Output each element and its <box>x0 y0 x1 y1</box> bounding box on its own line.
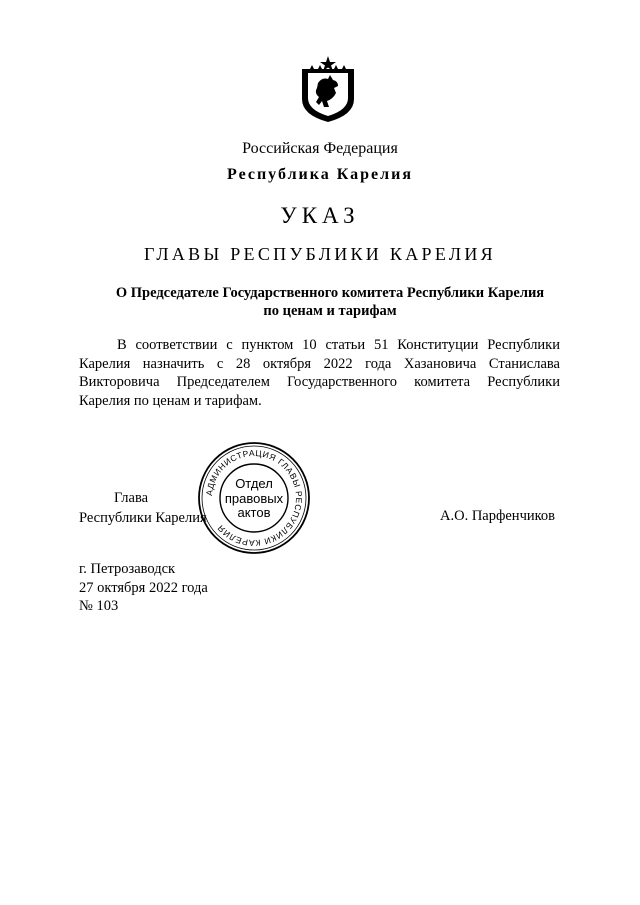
signatory-position-line2: Республики Карелия <box>79 510 207 526</box>
document-number: № 103 <box>79 598 119 614</box>
document-date: 27 октября 2022 года <box>79 579 208 596</box>
stamp-line2: правовых <box>224 491 284 506</box>
stamp-line3: актов <box>237 505 271 520</box>
document-title-line1: О Председателе Государственного комитета Республики Карелия <box>115 285 545 301</box>
stamp <box>196 440 312 556</box>
karelia-coat-of-arms-icon <box>300 55 356 123</box>
signatory-position-line1: Глава <box>114 490 149 506</box>
document-title-line2: по ценам и тарифам <box>263 303 397 319</box>
document-type: УКАЗ <box>280 203 360 228</box>
document-footer <box>79 560 208 616</box>
document-title <box>60 284 600 320</box>
stamp-ring-text-path: АДМИНИСТРАЦИЯ ГЛАВЫ РЕСПУБЛИКИ КАРЕЛИЯ <box>203 447 305 549</box>
document-issuer: ГЛАВЫ РЕСПУБЛИКИ КАРЕЛИЯ <box>143 244 496 264</box>
stamp-line1: Отдел <box>235 476 273 491</box>
signatory-position <box>79 488 207 528</box>
document-body: В соответствии с пунктом 10 статьи 51 Конституции Республики Карелия назначить с 28 октября 2022 года Хазановича Станислава Викторовича Председателем Государственного комитета Республики Карелия по ценам и тарифам. <box>79 337 560 409</box>
republic-name: Республика Карелия <box>227 166 413 183</box>
document-place: г. Петрозаводск <box>79 561 176 577</box>
country-name: Российская Федерация <box>242 140 398 157</box>
signatory-name: А.О. Парфенчиков <box>440 508 556 524</box>
